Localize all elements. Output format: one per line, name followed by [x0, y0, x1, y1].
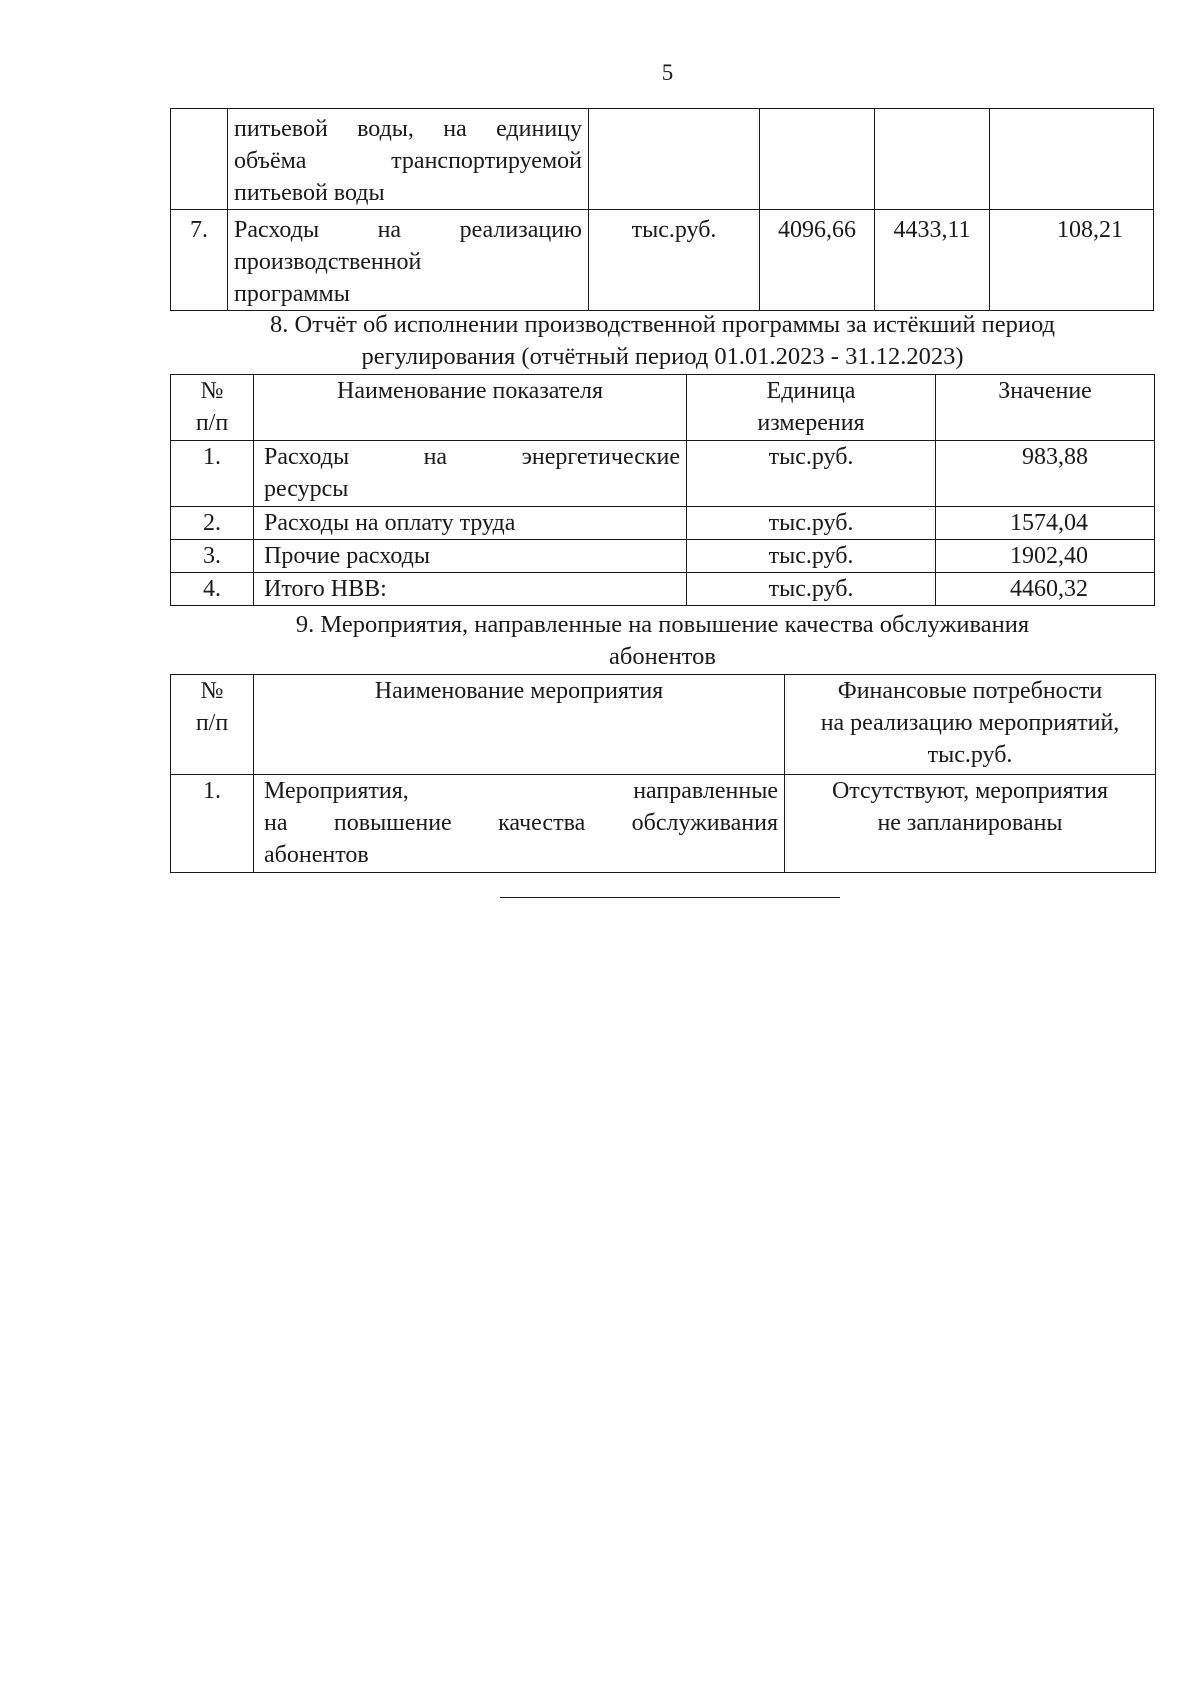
table-row [171, 507, 1155, 540]
end-of-document-rule [500, 897, 840, 898]
header-financial-needs-line: тыс.руб. [927, 742, 1013, 768]
header-value: Значение [936, 375, 1155, 441]
indicator-name-line: объёма транспортируемой [234, 148, 582, 174]
header-number-line: п/п [195, 410, 229, 436]
indicator-name-line: питьевой воды [234, 180, 385, 206]
value-cell [760, 109, 875, 210]
value-cell [990, 109, 1154, 210]
header-indicator-name: Наименование показателя [254, 375, 687, 441]
indicator-name-line: Расходы на энергетические [264, 444, 680, 470]
indicator-name: Прочие расходы [254, 540, 687, 573]
table-row [171, 441, 1155, 507]
measure-name-line: абонентов [264, 842, 369, 868]
unit-cell: тыс.руб. [687, 573, 936, 606]
row-number: 1. [171, 441, 254, 507]
table-header-row [171, 675, 1156, 775]
service-measures-table [170, 674, 1156, 873]
financial-needs-line: не запланированы [877, 810, 1063, 836]
value-cell: 4460,32 [936, 573, 1155, 606]
header-unit-line: Единица [766, 378, 856, 404]
header-number-line: № [200, 678, 224, 704]
indicator-name-line: производственной [234, 249, 422, 275]
section-8-heading-line: регулирования (отчётный период 01.01.2023 - 31.12.2023) [361, 343, 964, 370]
section-9-heading-line: 9. Мероприятия, направленные на повышение качества обслуживания [295, 611, 1030, 638]
unit-cell [589, 109, 760, 210]
section-8-heading [170, 309, 1155, 373]
unit-cell: тыс.руб. [687, 441, 936, 507]
header-number [171, 375, 254, 441]
value-cell: 983,88 [936, 441, 1155, 507]
indicator-name: Итого НВВ: [254, 573, 687, 606]
table-row [171, 775, 1156, 873]
header-number-line: п/п [195, 710, 229, 736]
row-number: 1. [171, 775, 254, 873]
indicator-name: Расходы на оплату труда [254, 507, 687, 540]
section-9-heading-line: абонентов [609, 643, 716, 670]
value-cell: 1902,40 [936, 540, 1155, 573]
indicator-name-line: Расходы на реализацию [234, 217, 582, 243]
row-number: 7. [171, 210, 228, 311]
program-report-table [170, 374, 1155, 606]
table-row [171, 109, 1154, 210]
page-number: 5 [661, 60, 674, 85]
measure-name-line: на повышение качества обслуживания [264, 810, 778, 836]
unit-cell: тыс.руб. [687, 507, 936, 540]
value-cell [875, 109, 990, 210]
row-number: 3. [171, 540, 254, 573]
indicator-name-line: питьевой воды, на единицу [234, 116, 582, 142]
header-measure-name: Наименование мероприятия [254, 675, 785, 775]
continued-indicators-table [170, 108, 1154, 311]
header-financial-needs [785, 675, 1156, 775]
indicator-name [254, 441, 687, 507]
indicator-name [228, 109, 589, 210]
row-number [171, 109, 228, 210]
section-8-heading-line: 8. Отчёт об исполнении производственной программы за истёкший период [270, 311, 1055, 338]
header-unit [687, 375, 936, 441]
indicator-name-line: ресурсы [264, 476, 349, 502]
indicator-name-line: программы [234, 281, 350, 307]
value-cell: 108,21 [990, 210, 1154, 311]
value-cell: 1574,04 [936, 507, 1155, 540]
indicator-name [228, 210, 589, 311]
unit-cell: тыс.руб. [687, 540, 936, 573]
header-financial-needs-line: на реализацию мероприятий, [820, 710, 1120, 736]
row-number: 2. [171, 507, 254, 540]
header-number-line: № [200, 378, 224, 404]
financial-needs-cell [785, 775, 1156, 873]
table-row [171, 573, 1155, 606]
table-row [171, 540, 1155, 573]
header-financial-needs-line: Финансовые потребности [837, 678, 1103, 704]
table-row [171, 210, 1154, 311]
measure-name [254, 775, 785, 873]
table-header-row [171, 375, 1155, 441]
section-9-heading [170, 609, 1155, 673]
value-cell: 4433,11 [875, 210, 990, 311]
header-number [171, 675, 254, 775]
header-unit-line: измерения [757, 410, 865, 436]
financial-needs-line: Отсутствуют, мероприятия [831, 778, 1109, 804]
unit-cell: тыс.руб. [589, 210, 760, 311]
row-number: 4. [171, 573, 254, 606]
value-cell: 4096,66 [760, 210, 875, 311]
measure-name-line: Мероприятия, направленные [264, 778, 778, 804]
